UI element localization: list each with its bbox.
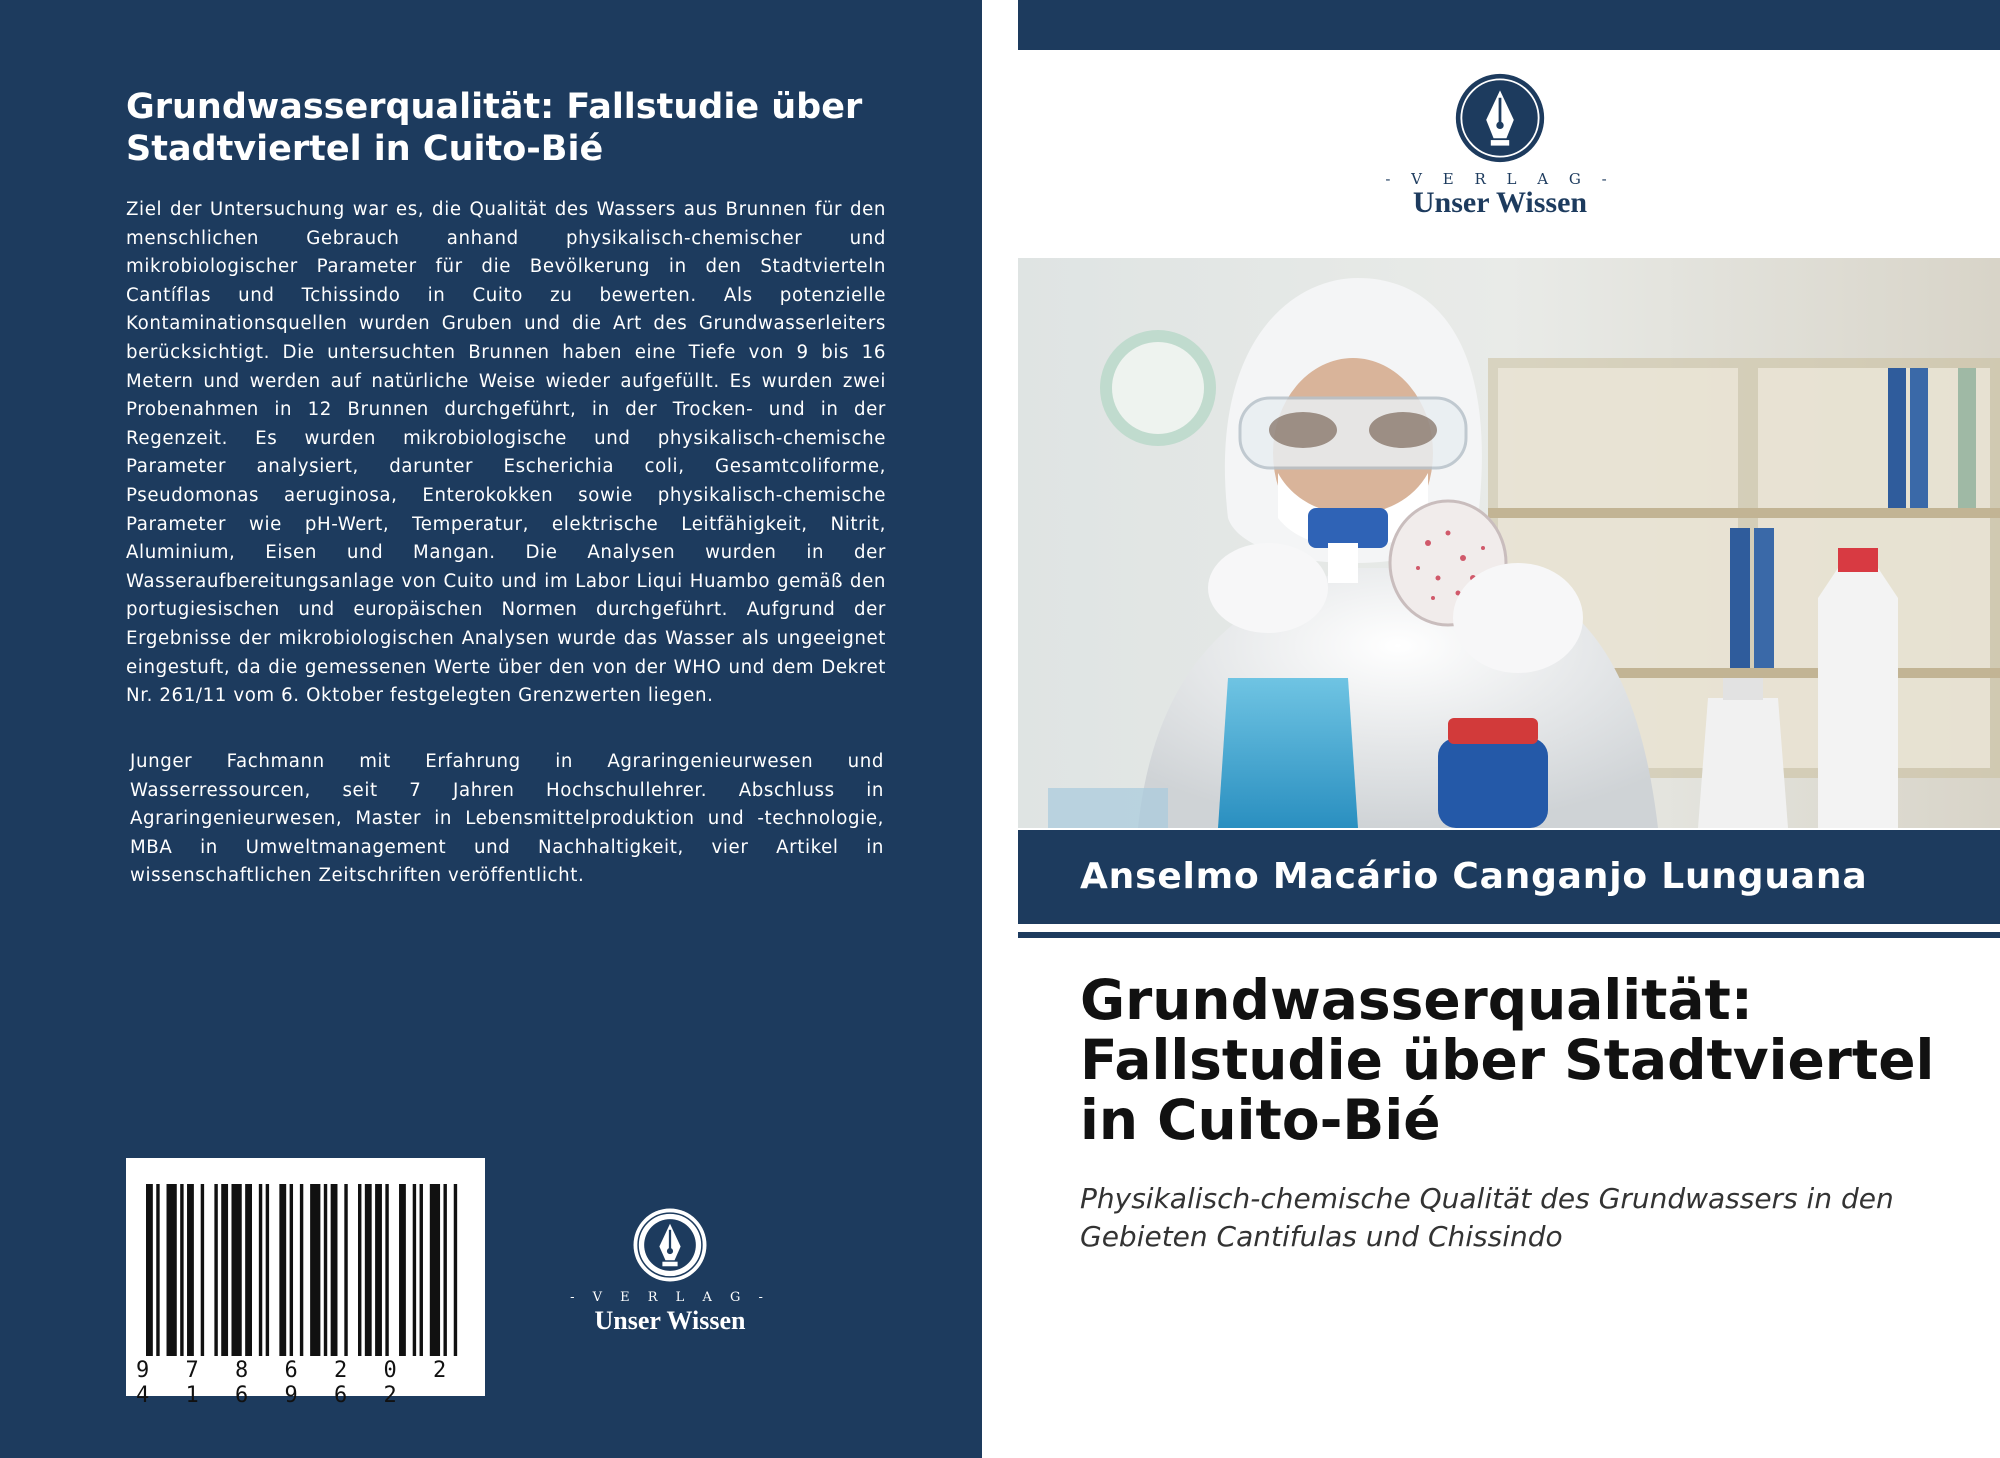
isbn-barcode: [126, 1158, 485, 1408]
back-publisher-logo: [570, 1204, 770, 1334]
fountain-pen-nib-icon: [632, 1207, 708, 1283]
author-band: [1018, 830, 2000, 924]
back-cover: [0, 0, 982, 1458]
isbn-number: 9 7 8 6 2 0 2 4 1 6 9 6 2: [136, 1358, 458, 1408]
front-cover-subtitle: Physikalisch-chemische Qualität des Grundwassers in den Gebieten Cantifulas und Chissindo: [1080, 1182, 1894, 1253]
publisher-name: Unser Wissen: [594, 1306, 746, 1335]
divider-rule: [1018, 932, 2000, 938]
front-publisher-logo: [1370, 70, 1630, 220]
top-bar: [1018, 0, 2000, 50]
back-cover-title: Grundwasserqualität: Fallstudie über Stadtviertel in Cuito-Bié: [126, 87, 863, 169]
author-name: Anselmo Macário Canganjo Lunguana: [1080, 856, 1868, 897]
spine: [982, 0, 1018, 1458]
front-cover-title: Grundwasserqualität: Fallstudie über Stadtviertel in Cuito-Bié: [1080, 968, 1935, 1152]
author-bio: Junger Fachmann mit Erfahrung in Agraringenieurwesen und Wasserressourcen, seit 7 Jahren Hochschullehrer. Abschluss in Agraringenieurwesen, Master in Lebensmittelproduktion und -technologie, MBA in Umweltmanagement und Nachhaltigkeit, vier Artikel in wissenschaftlichen Zeitschriften veröffentlicht.: [130, 751, 884, 887]
publisher-name: Unser Wissen: [1412, 186, 1588, 219]
barcode-icon: [146, 1184, 464, 1356]
cover-photo-scientist: [1018, 258, 2000, 828]
front-cover: [1018, 0, 2000, 1458]
publisher-verlag-label: - V E R L A G -: [570, 1290, 770, 1305]
back-cover-blurb: Ziel der Untersuchung war es, die Qualität des Wassers aus Brunnen für den menschlichen Gebrauch anhand physikalisch-chemischer und mikrobiologischer Parameter für die Bevölkerung in den Stadtvierteln Cantíflas und Tchissindo in Cuito zu bewerten. Als potenzielle Kontaminationsquellen wurden Gruben und die Art des Grundwasserleiters berücksichtigt. Die untersuchten Brunnen haben eine Tiefe von 9 bis 16 Metern und werden auf natürliche Weise wieder aufgefüllt. Es wurden zwei Probenahmen in 12 Brunnen durchgeführt, in der Trocken- und in der Regenzeit. Es wurden mikrobiologische und physikalisch-chemische Parameter analysiert, darunter Escherichia coli, Gesamtcoliforme, Pseudomonas aeruginosa, Enterokokken sowie physikalisch-chemische Parameter wie pH-Wert, Temperatur, elektrische Leitfähigkeit, Nitrit, Aluminium, Eisen und Mangan. Die Analysen wurden in der Wasseraufbereitungsanlage von Cuito und im Labor Liqui Huambo gemäß den portugiesischen und europäischen Normen durchgeführt. Aufgrund der Ergebnisse der mikrobiologischen Analysen wurde das Wasser als ungeeignet eingestuft, da die gemessenen Werte über den von der WHO und dem Dekret Nr. 261/11 vom 6. Oktober festgelegten Grenzwerten liegen.: [126, 199, 886, 707]
publisher-verlag-label: - V E R L A G -: [1385, 170, 1615, 188]
fountain-pen-nib-icon: [1454, 72, 1546, 164]
